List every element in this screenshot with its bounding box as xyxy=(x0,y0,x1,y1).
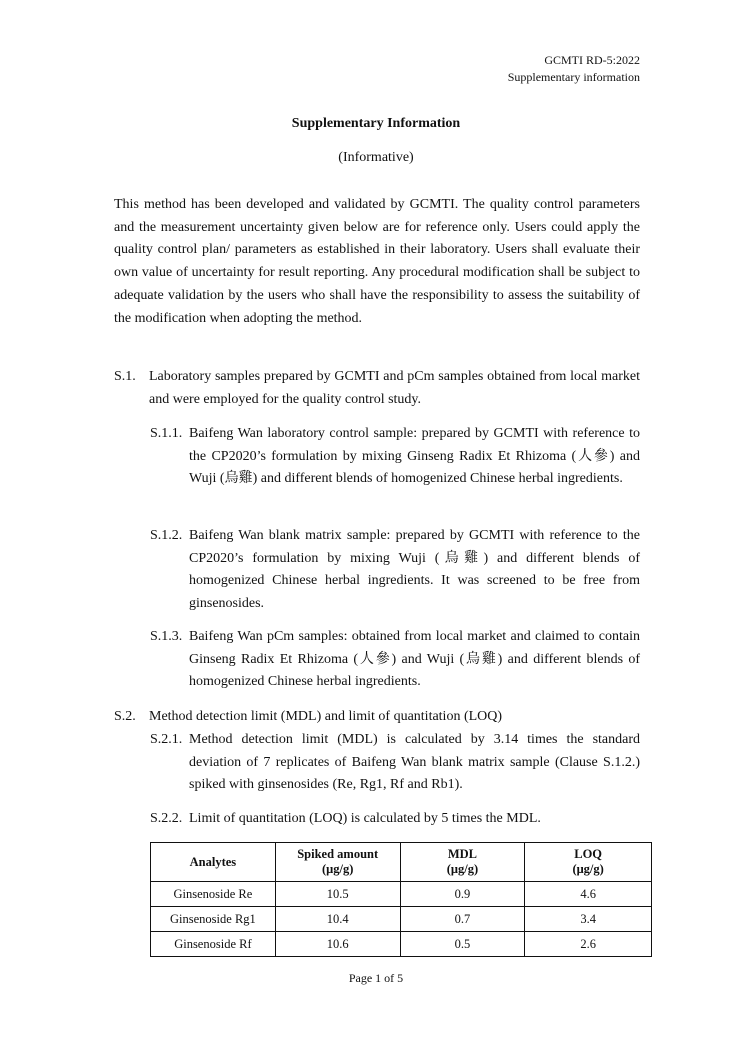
section-text: Method detection limit (MDL) and limit of quantitation (LOQ) xyxy=(149,709,503,724)
column-header-spiked-amount: Spiked amount (μg/g) xyxy=(275,843,400,882)
clause-text: Baifeng Wan pCm samples: obtained from local market and claimed to contain Ginseng Radix Et Rhizoma (人參) and Wuji (烏雞) and different blends of homogenized Chinese herbal ingredients. xyxy=(189,629,640,689)
clause-number: S.1.1. xyxy=(150,426,183,441)
mdl-cell: 0.7 xyxy=(400,907,525,932)
mdl-cell: 0.9 xyxy=(400,882,525,907)
table-row xyxy=(151,907,652,932)
clause-number: S.2.2. xyxy=(150,811,183,826)
spiked-amount-cell: 10.5 xyxy=(275,882,400,907)
section-number: S.2. xyxy=(114,709,136,724)
clause-text: Limit of quantitation (LOQ) is calculated by 5 times the MDL. xyxy=(189,811,541,826)
clause-s2-1 xyxy=(150,729,640,797)
clause-number: S.1.2. xyxy=(150,528,183,543)
spiked-amount-cell: 10.6 xyxy=(275,932,400,957)
loq-cell: 4.6 xyxy=(525,882,652,907)
column-header-mdl: MDL (μg/g) xyxy=(400,843,525,882)
column-header-analytes: Analytes xyxy=(151,843,276,882)
clause-number: S.1.3. xyxy=(150,629,183,644)
page-title: Supplementary Information xyxy=(291,116,461,131)
column-header-loq: LOQ (μg/g) xyxy=(525,843,652,882)
section-s1 xyxy=(114,366,640,411)
table-row xyxy=(151,882,652,907)
analyte-cell: Ginsenoside Rg1 xyxy=(151,907,276,932)
table-row xyxy=(151,932,652,957)
loq-cell: 3.4 xyxy=(525,907,652,932)
section-text: Laboratory samples prepared by GCMTI and pCm samples obtained from local market and were employed for the quality control study. xyxy=(149,369,640,407)
page-number: Page 1 of 5 xyxy=(348,971,404,985)
analyte-cell: Ginsenoside Re xyxy=(151,882,276,907)
document-id: GCMTI RD-5:2022 xyxy=(544,53,640,67)
clause-text: Baifeng Wan blank matrix sample: prepared by GCMTI with reference to the CP2020’s formulation by mixing Wuji (烏雞) and different blends of homogenized Chinese herbal ingredients. It was screened to be free from ginsenosides. xyxy=(189,528,640,611)
page-header xyxy=(508,52,640,86)
table-header-row xyxy=(151,843,652,882)
analyte-cell: Ginsenoside Rf xyxy=(151,932,276,957)
header-section-name: Supplementary information xyxy=(507,70,640,84)
spiked-amount-cell: 10.4 xyxy=(275,907,400,932)
mdl-loq-table xyxy=(150,842,652,957)
clause-text: Baifeng Wan laboratory control sample: prepared by GCMTI with reference to the CP2020’s formulation by mixing Ginseng Radix Et Rhizoma (人參) and Wuji (烏雞) and different blends of homogenized Chinese herbal ingredients. xyxy=(189,426,640,486)
clause-s1-2 xyxy=(150,525,640,615)
intro-paragraph: This method has been developed and validated by GCMTI. The quality control parameters and the measurement uncertainty given below are for reference only. Users could apply the quality control plan/ parameters as established in their laboratory. Users shall evaluate their own value of uncertainty for result reporting. Any procedural modification shall be subject to adequate validation by the users who shall have the responsibility to assess the suitability of the modification when adopting the method. xyxy=(114,197,640,326)
clause-s1-1 xyxy=(150,423,640,491)
clause-s2-2 xyxy=(150,808,640,831)
mdl-cell: 0.5 xyxy=(400,932,525,957)
section-number: S.1. xyxy=(114,369,136,384)
clause-number: S.2.1. xyxy=(150,732,183,747)
section-s2 xyxy=(114,706,640,729)
clause-s1-3 xyxy=(150,626,640,694)
page-subtitle: (Informative) xyxy=(338,150,414,165)
loq-cell: 2.6 xyxy=(525,932,652,957)
clause-text: Method detection limit (MDL) is calculated by 3.14 times the standard deviation of 7 replicates of Baifeng Wan blank matrix sample (Clause S.1.2.) spiked with ginsenosides (Re, Rg1, Rf and Rb1). xyxy=(189,732,640,792)
